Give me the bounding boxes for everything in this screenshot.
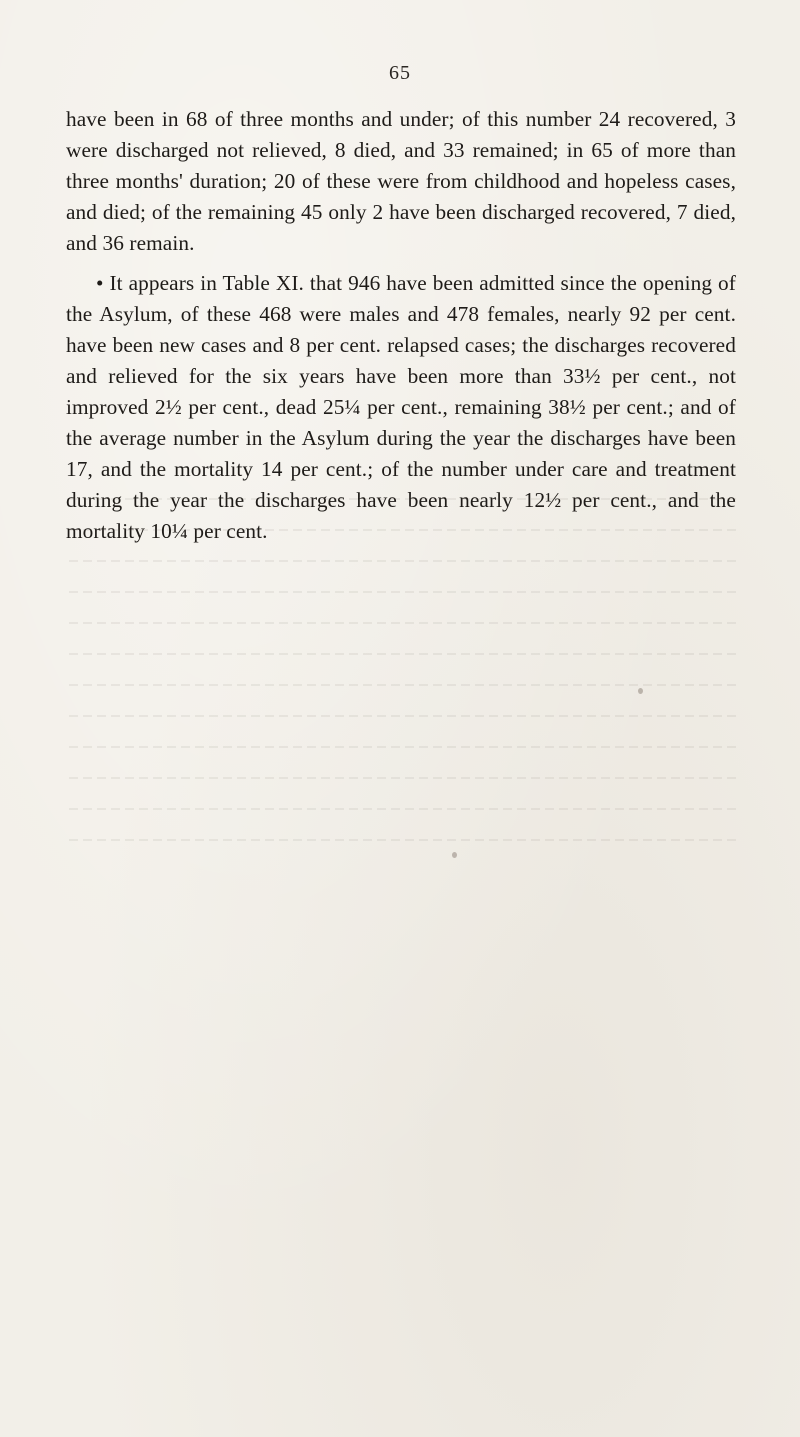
ink-speck [452, 852, 457, 858]
paragraph-2: • It appears in Table XI. that 946 have been admitted since the opening of the Asylum, of these 468 were males and 478 females, nearly 92 per cent. have been new cases and 8 per cent. relapsed cases; the discharges recovered and relieved for the six years have been more than 33½ per cent., not improved 2½ per cent., dead 25¼ per cent., remaining 38½ per cent.; and of the average number in the Asylum during the year the discharges have been 17, and the mortality 14 per cent.; of the number under care and treatment during the year the discharges have been nearly 12½ per cent., and the mortality 10¼ per cent. [66, 271, 736, 543]
paragraph-1: have been in 68 of three months and under; of this number 24 recovered, 3 were discharged not relieved, 8 died, and 33 remained; in 65 of more than three months' duration; 20 of these were from childhood and hopeless cases, and died; of the remaining 45 only 2 have been discharged recovered, 7 died, and 36 remain. [66, 107, 736, 255]
body-text [66, 104, 736, 547]
ink-speck [638, 688, 643, 694]
page-number: 65 [389, 62, 411, 84]
